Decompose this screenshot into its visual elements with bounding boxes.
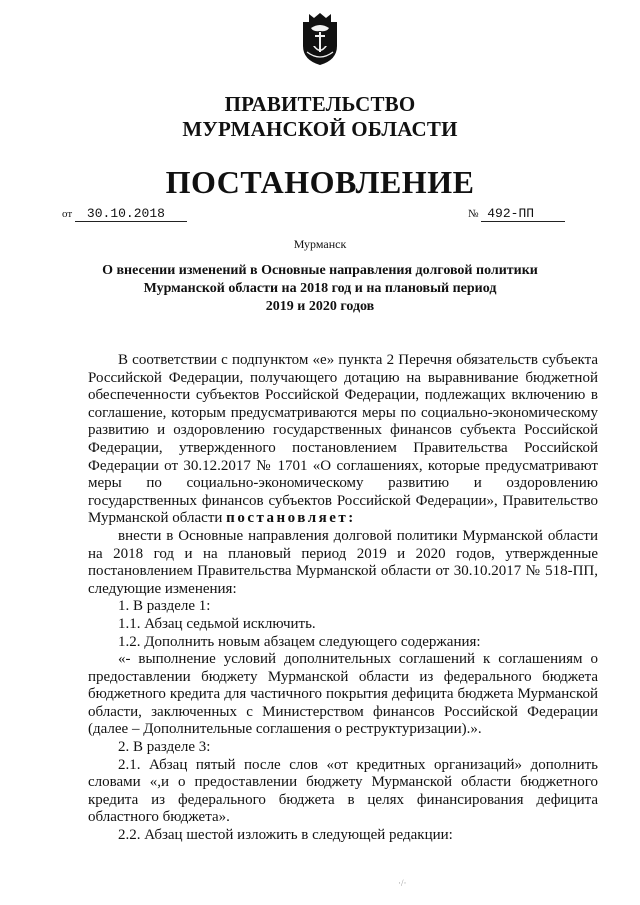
body-paragraph: 2. В разделе 3: — [118, 739, 211, 756]
city-name: Мурманск — [293, 237, 347, 251]
document-type-heading: ПОСТАНОВЛЕНИЕ — [165, 164, 475, 200]
document-title — [60, 262, 580, 316]
preamble-paragraph — [88, 352, 598, 528]
date-field — [62, 206, 187, 222]
resolves-keyword: постановляет: — [226, 510, 356, 527]
body-paragraph: 2.1. Абзац пятый после слов «от кредитных организаций» дополнить словами «,и о предоставлении бюджету Мурманской области бюджетного кредита из федерального бюджета в целях финансирования дефицита областного бюджета». — [88, 756, 598, 826]
government-name-line2: МУРМАНСКОЙ ОБЛАСТИ — [182, 117, 458, 141]
number-prefix: № — [468, 208, 479, 220]
scan-artifact: ·/· — [398, 878, 407, 888]
number-field — [468, 206, 565, 222]
preamble-text: В соответствии с подпунктом «е» пункта 2 Перечня обязательств субъекта Российской Федерации, получающего дотацию на выравнивание бюджетной обеспеченности субъектов Российской Федерации, подлежащих включению в соглашение, которым предусматриваются меры по социально-экономическому развитию и оздоровлению государственных финансов субъекта Российской Федерации, утвержденного постановлением Правительства Российской Федерации от 30.12.2017 № 1701 «О соглашениях, которые предусматривают меры по социально-экономическому развитию и оздоровлению государственных финансов субъектов Российской Федерации», Правительство Мурманской области — [88, 352, 598, 527]
body-paragraph: внести в Основные направления долговой политики Мурманской области на 2018 год и на плановый период 2019 и 2020 годов, утвержденные постановлением Правительства Мурманской области от 30.10.2017 № 518-ПП, следующие изменения: — [88, 527, 598, 597]
number-value: 492-ПП — [481, 207, 565, 222]
coat-of-arms-icon — [301, 12, 339, 66]
document-body — [88, 352, 598, 845]
title-line: О внесении изменений в Основные направления долговой политики — [102, 263, 538, 278]
body-paragraph: «- выполнение условий дополнительных соглашений к соглашениям о предоставлении бюджету Мурманской области из федерального бюджета бюджетного кредита для частичного покрытия дефицита бюджета Мурманской области, заключенных с Министерством финансов Российской Федерации (далее – Дополнительные соглашения о реструктуризации).». — [88, 651, 598, 738]
date-value: 30.10.2018 — [75, 207, 187, 222]
government-name-line1: ПРАВИТЕЛЬСТВО — [224, 92, 416, 116]
body-paragraph: 1.1. Абзац седьмой исключить. — [118, 615, 316, 632]
title-line: Мурманской области на 2018 год и на плановый период — [143, 281, 497, 296]
body-paragraph: 1. В разделе 1: — [118, 598, 211, 615]
body-paragraph: 2.2. Абзац шестой изложить в следующей редакции: — [118, 827, 453, 844]
title-line: 2019 и 2020 годов — [265, 299, 375, 314]
body-paragraph: 1.2. Дополнить новым абзацем следующего содержания: — [118, 633, 481, 650]
date-prefix: от — [62, 208, 73, 220]
